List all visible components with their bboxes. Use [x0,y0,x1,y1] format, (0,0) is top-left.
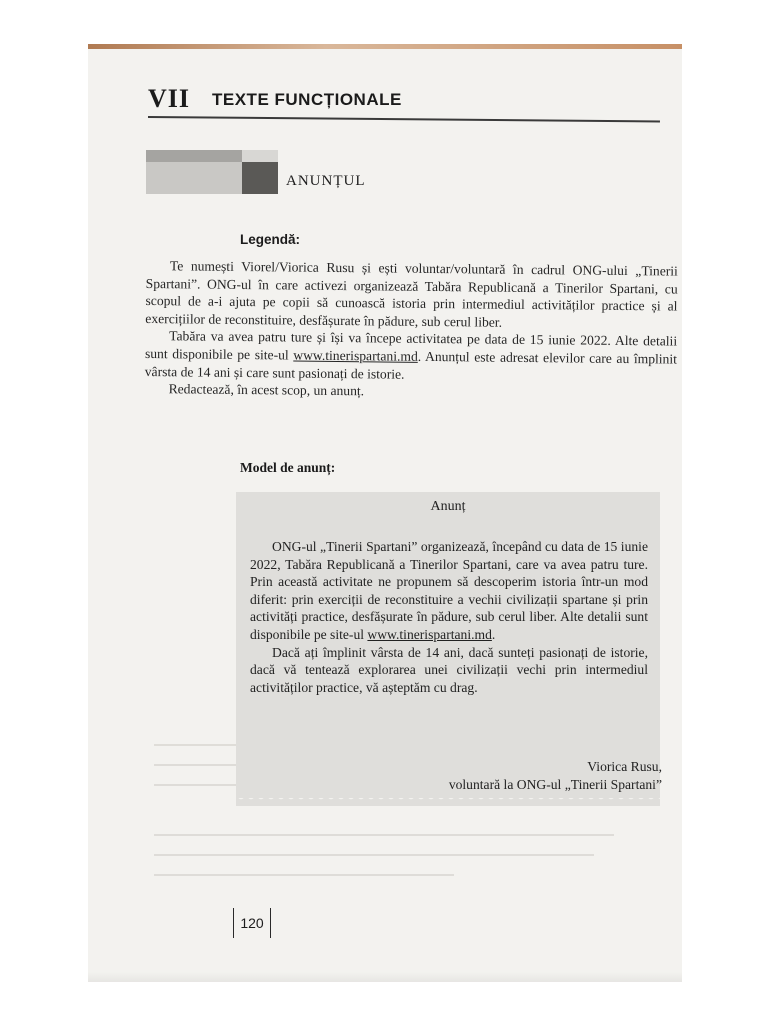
chapter-number: VII [148,84,191,113]
legend-paragraph-1: Te numești Viorel/Viorica Rusu și ești voluntar/voluntară în cadrul ONG-ului „Tinerii Spartani”. ONG-ul în care activezi organizează Tabăra Republicană a Tinerilor Spartani, cu scopul de a-i ajuta pe copii să cunoască istoria prin intermediul activităților practice și al exercițiilor de reconstituire, desfășurate în pădure, sub cerul liber. [145,258,678,330]
legend-paragraph-2 [145,327,678,385]
page-bottom-shadow [88,972,682,982]
signature-name: Viorica Rusu, [587,759,662,774]
announcement-paragraph-1 [250,538,648,644]
book-page [88,44,682,982]
announcement-body [250,538,648,696]
legend-paragraph-2-rest: . Anunțul este adresat elevilor care au împlinit vârsta de 14 ani și care sunt pasionați de istorie. [144,348,678,382]
announcement-paragraph-2: Dacă ați împlinit vârsta de 14 ani, dacă sunteți pasionați de istorie, dacă vă tentează explorarea unei civilizații vechi prin intermediul activităților practice, vă așteptăm cu drag. [250,644,648,695]
section-banner-light-top [146,150,242,162]
legend-heading: Legendă: [240,232,301,247]
announcement-paragraph-1-end: . [491,626,496,642]
signature-role: voluntară la ONG-ul „Tinerii Spartani” [448,776,662,792]
section-title: ANUNȚUL [286,173,366,189]
section-banner-dark-top [242,150,278,162]
announcement-website-link[interactable]: www.tinerispartani.md [367,626,492,642]
legend-paragraph-3: Redactează, în acest scop, un anunț. [168,381,365,399]
announcement-signature [250,758,662,793]
announcement-perforated-edge [236,796,660,806]
section-banner-dark [242,162,278,194]
page-edge [88,44,682,49]
chapter-rule [148,116,660,122]
website-link[interactable]: www.tinerispartani.md [293,347,418,364]
announcement-paragraph-1-text: ONG-ul „Tinerii Spartani” organizează, începând cu data de 15 iunie 2022, Tabăra Republicană a Tinerilor Spartani, care va avea patru ture. Prin această activitate ne propunem să descoperim istoria într-un mod diferit: prin exerciții de reconstituire a vechii civilizații spartane și prin activități practice, desfășurate în pădure, sub cerul liber. Alte detalii sunt disponibile pe site-ul [250,539,648,642]
legend-paragraph-2-text: Tabăra va avea patru ture și își va începe activitatea pe data de 15 iunie 2022. Alte detalii sunt disponibile pe site-ul [144,328,678,363]
legend-body [145,257,678,403]
model-heading: Model de anunț: [240,460,336,475]
page-number-box [233,908,271,938]
announcement-title: Anunț [430,499,466,514]
page-number: 120 [240,915,264,931]
chapter-title: TEXTE FUNCȚIONALE [212,90,402,109]
